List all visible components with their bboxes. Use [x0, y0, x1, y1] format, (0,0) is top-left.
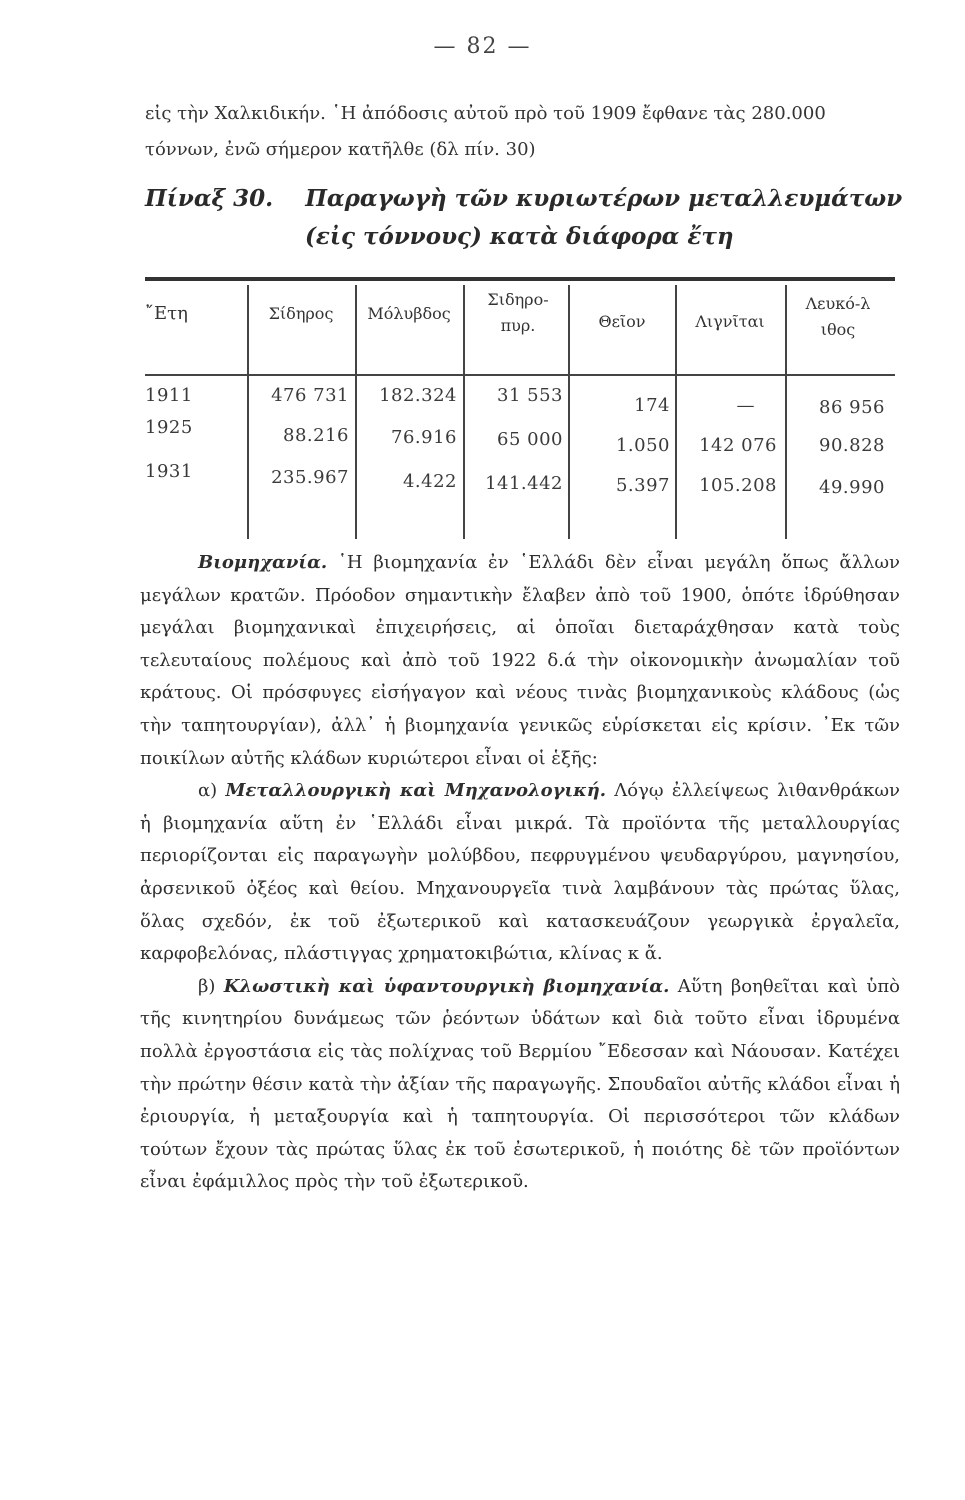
table-cell: 1.050: [615, 435, 670, 456]
table-cell: 476 731: [271, 385, 349, 406]
table-cell: 1925: [145, 417, 193, 438]
column-divider: [463, 285, 465, 539]
header-lignite: Λιγνῖται: [695, 312, 765, 331]
heading-metallurgy: Μεταλλουργικὴ καὶ Μηχανολογική.: [225, 780, 607, 802]
paragraph-text: Αὕτη βοηθεῖται καὶ ὑπὸ τῆς κινητηρίου δυνάμεως τῶν ῥεόντων ὑδάτων καὶ διὰ τοῦτο εἶναι ἱδρυμένα πολλὰ ἐργοστάσια εἰς τὰς πολίχνας τοῦ Βερμίου ῎Εδεσσαν καὶ Νάουσαν. Κατέχει τὴν πρώτην θέσιν κατὰ τὴν ἀξίαν τῆς παραγωγῆς. Σπουδαῖοι αὐτῆς κλάδοι εἶναι ἡ ἐριουργία, ἡ μεταξουργία καὶ ἡ ταπητουργία. Οἱ περισσότεροι τῶν κλάδων τούτων ἔχουν τὰς πρώτας ὕλας ἐκ τοῦ ἐσωτερικοῦ, ἡ ποιότης δὲ τῶν προϊόντων εἶναι ἐφάμιλλος πρὸς τὴν τοῦ ἐξωτερικοῦ.: [140, 975, 901, 1193]
table-top-rule: [145, 277, 895, 281]
table-cell: 4.422: [402, 471, 457, 492]
header-sulfur: Θεῖον: [598, 312, 646, 331]
paragraph-industry: [140, 547, 900, 775]
caption-line-2: (εἰς τόννους) κατὰ διάφορα ἔτη: [305, 223, 734, 250]
table-cell: 65 000: [497, 429, 563, 450]
production-table: [145, 277, 895, 539]
table-cell: —: [736, 395, 755, 416]
header-lead: Μόλυβδος: [367, 304, 451, 323]
heading-industry: Βιομηχανία.: [198, 552, 328, 573]
header-magnesite: Λευκό-λιθος: [805, 294, 871, 339]
table-cell: 105.208: [699, 475, 777, 496]
caption-title: Παραγωγὴ τῶν κυριωτέρων μεταλλευμάτων: [305, 185, 903, 212]
table-cell: 88.216: [283, 425, 349, 446]
table-cell: 49.990: [819, 477, 885, 498]
item-marker: β): [198, 975, 216, 997]
table-cell: 235.967: [271, 467, 349, 488]
table-cell: 141.442: [485, 473, 563, 494]
page-number: — 82 —: [433, 34, 532, 59]
header-iron: Σίδηρος: [268, 304, 334, 323]
caption-line-1: [145, 180, 905, 218]
intro-paragraph: εἰς τὴν Χαλκιδικήν. ῾Η ἀπόδοσις αὐτοῦ πρὸ τοῦ 1909 ἔφθανε τὰς 280.000 τόννων, ἐνῶ σήμερον κατῆλθε (δλ πίν. 30): [145, 103, 826, 160]
body-text: [140, 547, 900, 1199]
heading-textile: Κλωστικὴ καὶ ὑφαντουργικὴ βιομηχανία.: [223, 975, 670, 997]
table-cell: 174: [634, 395, 670, 416]
table-caption: [145, 180, 905, 256]
paragraph-metallurgy: [140, 775, 900, 971]
table-cell: 90.828: [819, 435, 885, 456]
table-cell: 5.397: [615, 475, 670, 496]
paragraph-textile: [140, 971, 900, 1199]
table-cell: 182.324: [379, 385, 457, 406]
table-cell: 1911: [145, 385, 193, 406]
paragraph-text: ῾Η βιομηχανία ἐν ῾Ελλάδι δὲν εἶναι μεγάλη ὅπως ἄλλων μεγάλων κρατῶν. Πρόοδον σημαντικὴν ἔλαβεν ἀπὸ τοῦ 1900, ὁπότε ἱδρύθησαν μεγάλαι βιομηχανικαὶ ἐπιχειρήσεις, αἱ ὁποῖαι διεταράχθησαν κατὰ τοὺς τελευταίους πολέμους καὶ ἀπὸ τοῦ 1922 δ.ά τὴν οἰκονομικὴν ἀνωμαλίαν τοῦ κράτους. Οἱ πρόσφυγες εἰσήγαγον καὶ νέους τινὰς βιομηχανικοὺς κλάδους (ὡς τὴν ταπητουργίαν), ἀλλ᾽ ἡ βιομηχανία γενικῶς εὑρίσκεται εἰς κρίσιν. ᾿Εκ τῶν ποικίλων αὐτῆς κλάδων κυριώτεροι εἶναι οἱ ἑξῆς:: [140, 552, 900, 769]
table-cell: 86 956: [819, 397, 885, 418]
header-pyrite: Σιδηρο-πυρ.: [487, 290, 549, 335]
table-header-rule: [145, 374, 895, 376]
table-cell: 142 076: [699, 435, 777, 456]
header-years: ῎Ετη: [145, 303, 188, 324]
table-cell: 1931: [145, 461, 193, 482]
table-cell: 31 553: [497, 385, 563, 406]
table-cell: 76.916: [391, 427, 457, 448]
item-marker: α): [198, 780, 218, 802]
paragraph-text: Λόγῳ ἐλλείψεως λιθανθράκων ἡ βιομηχανία αὕτη ἐν ῾Ελλάδι εἶναι μικρά. Τὰ προϊόντα τῆς μεταλλουργίας περιορίζονται εἰς παραγωγὴν μολύβδου, πεφρυγμένου ψευδαργύρου, μαγνησίου, ἀρσενικοῦ ὀξέος καὶ θείου. Μηχανουργεῖα τινὰ λαμβάνουν τὰς πρώτας ὕλας, ὅλας σχεδόν, ἐκ τοῦ ἐξωτερικοῦ καὶ κατασκευάζουν γεωργικὰ ἐργαλεῖα, καρφοβελόνας, πλάστιγγας χρηματοκιβώτια, κλίνας κ ἄ.: [140, 780, 900, 965]
caption-label: Πίναξ 30.: [145, 185, 274, 212]
